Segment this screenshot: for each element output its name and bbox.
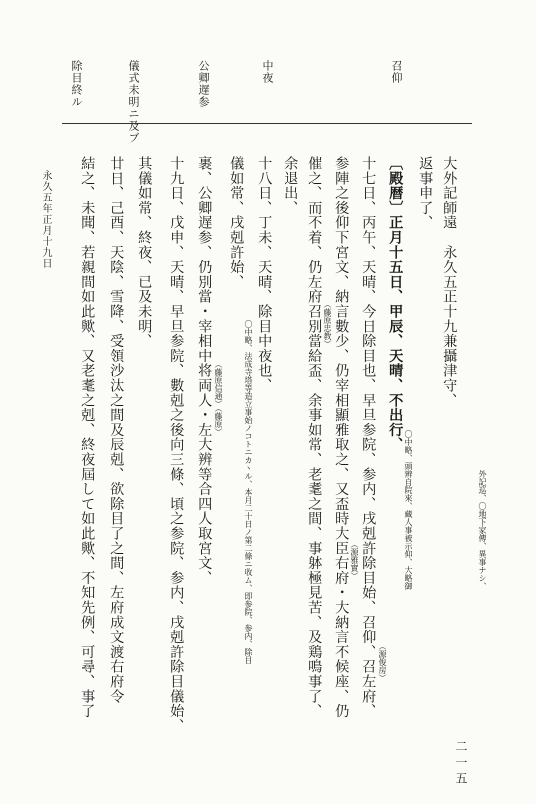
body-column: 参陣之後仰下宮文、納言數少、仍宰相顯雅取之、又盃時大臣右府・大納言不候座、仍 — [333, 156, 350, 719]
header-rule — [62, 123, 472, 124]
margin-heading: 中夜 — [261, 60, 274, 84]
page-number: 二一五 — [454, 740, 468, 788]
interlinear-note: （藤原信通）（藤原） — [214, 360, 223, 436]
margin-heading: 公卿遅参 — [197, 60, 210, 108]
body-column: 大外記師遠 永久五正十九兼攝津守、 — [441, 156, 458, 408]
interlinear-note: 〇中略、法成寺塔等造立事始ノコトニカヽル、本月二十日ノ第二條ニ收ム、即参院、参内、除目 — [244, 320, 253, 664]
running-date: 永久五年正月十九日 — [40, 170, 51, 269]
margin-heading: 除目終ル — [70, 60, 83, 108]
body-column: 十九日、戊申、天晴、早旦参院、數剋之後向三條、頃之参院、参内、戌剋許除目儀始、 — [168, 156, 185, 734]
margin-heading: 儀式未明ニ及ブ — [127, 60, 140, 144]
interlinear-note: 外記巡、〇地下家傳、異事ナシ、 — [478, 470, 487, 590]
body-column: 結之、未聞、若親間如此歟、又老耄之剋、終夜屆して如此歟、不知先例、可尋、事了 — [79, 156, 96, 719]
interlinear-note: （源雅實） — [350, 540, 359, 580]
body-column: 儀如常、戌剋許始、 — [228, 156, 245, 290]
body-column: 廿日、己酉、天陰、雪降、受領沙汰之間及辰剋、欲除目了之間、左府成文渡右府令 — [108, 156, 125, 704]
body-column: 裹、公卿遅参、仍別當・宰相中将両人・左大辨等合四人取宮文、 — [196, 156, 213, 586]
interlinear-note: （藤原忠教） — [323, 300, 332, 348]
body-column: 催之、而不着、仍左府召別當給盃、余事如常、老耄之間、事躰極見苦、及鶏鳴事了、 — [306, 156, 323, 719]
body-column: 其儀如常、終夜、已及未明、 — [136, 156, 153, 349]
interlinear-note: 〇中略、頭辨自院來、藏人事被示仰、大略御 — [404, 430, 413, 590]
margin-heading: 召仰 — [390, 60, 403, 84]
body-column: 十八日、丁未、天晴、除目中夜也、 — [256, 156, 273, 393]
body-column: 十七日、丙午、天晴、今日除目也、早旦参院、参内、戌剋許除目始、召仰、召左府、 — [360, 156, 377, 719]
body-column: 〔殿暦〕正月十五日、甲辰、天晴、不出行、 — [387, 156, 404, 452]
body-column: 返事申了、 — [417, 156, 434, 230]
interlinear-note: （源俊房） — [378, 642, 387, 682]
body-column: 余退出、 — [282, 156, 299, 216]
